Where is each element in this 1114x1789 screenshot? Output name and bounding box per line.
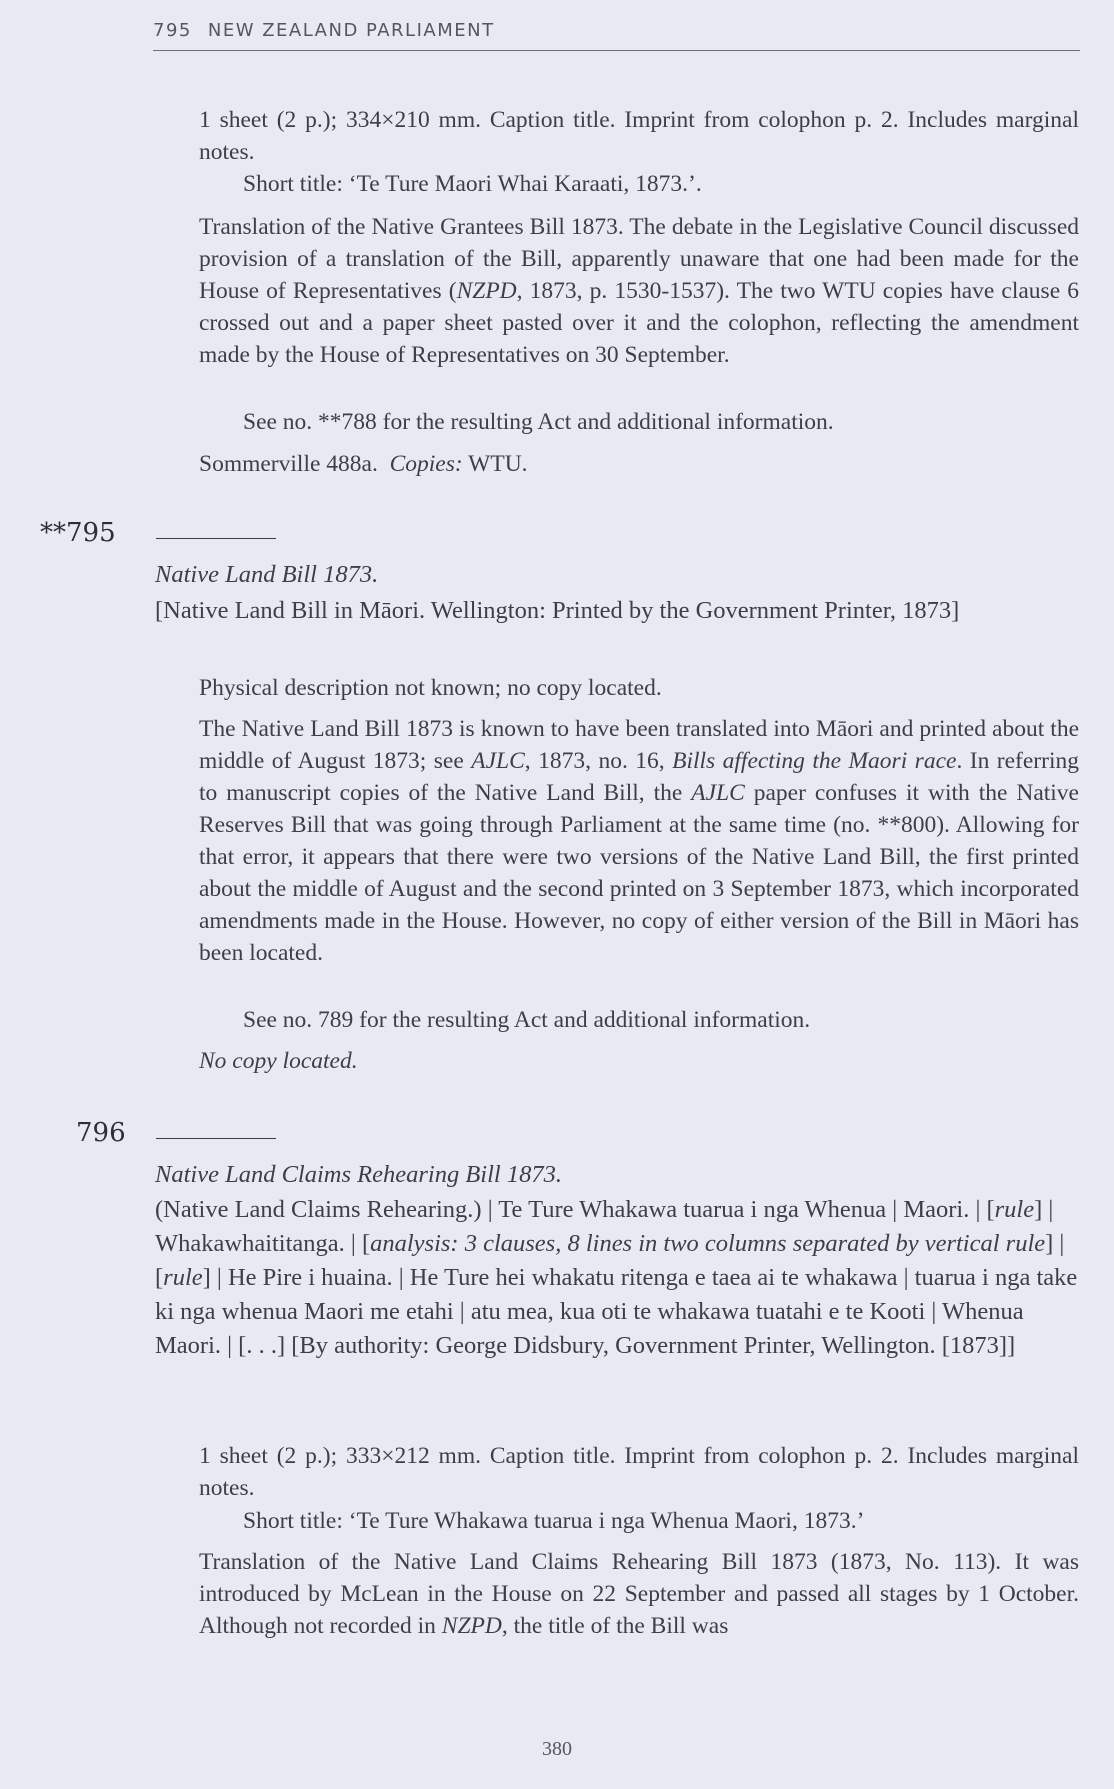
- entry-transcription: [155, 1193, 1079, 1363]
- transcription-text: ] | [: [155, 1230, 1065, 1291]
- author-dash: [156, 1138, 276, 1139]
- entry-location: [199, 1045, 1079, 1077]
- entry-number: **795: [40, 518, 116, 548]
- entry-title-text: Native Land Claims Rehearing Bill 1873.: [155, 1161, 562, 1188]
- header-rule: [153, 50, 1080, 51]
- entry-title: [155, 558, 1079, 592]
- author-dash: [156, 538, 276, 539]
- running-head: [153, 20, 1079, 41]
- entry-imprint: [Native Land Bill in Māori. Wellington: Printed by the Government Printer, 1873]: [155, 597, 960, 624]
- running-head-title: NEW ZEALAND PARLIAMENT: [207, 20, 495, 41]
- prev-entry-copies-value: WTU.: [468, 451, 528, 477]
- prev-entry-copies-label: Copies:: [389, 451, 463, 477]
- prev-entry-note-text: Translation of the Native Grantees Bill 1873. The debate in the Legislative Council discussed provision of a translation of the Bill, apparently unaware that one had been made for the House of Representatives (: [199, 214, 1079, 304]
- entry-see: See no. 789 for the resulting Act and additional information.: [243, 1007, 811, 1033]
- entry-short-title: Short title: ‘Te Ture Whakawa tuarua i nga Whenua Maori, 1873.’: [243, 1508, 865, 1534]
- entry-physical: Physical description not known; no copy located.: [199, 675, 662, 701]
- prev-entry-copies: [199, 448, 1079, 480]
- page-number: 380: [542, 1738, 572, 1760]
- entry-note-text: . In referring to manuscript copies of the Native Land Bill, the: [199, 748, 1079, 806]
- transcription-annotation: analysis: 3 clauses, 8 lines in two columns separated by vertical rule: [370, 1230, 1046, 1257]
- entry-number: 796: [76, 1118, 126, 1148]
- prev-entry-short-title: Short title: ‘Te Ture Maori Whai Karaati, 1873.’.: [243, 171, 702, 197]
- transcription-text: ] | Whakawhaititanga. | [: [155, 1196, 1054, 1257]
- entry-note-text: The Native Land Bill 1873 is known to have been translated into Māori and printed about the middle of August 1873; see: [199, 716, 1079, 774]
- prev-entry-note: [199, 211, 1079, 371]
- prev-entry-note-citation: NZPD: [456, 278, 517, 304]
- transcription-annotation: rule: [163, 1264, 203, 1291]
- entry-location-text: No copy located.: [199, 1048, 358, 1074]
- transcription-text: ] | He Pire i huaina. | He Ture hei whakatu ritenga e taea ai te whakawa | tuarua i nga take ki nga whenua Maori me etahi | atu mea, kua oti te whakawa tuatahi e te Kooti | Whenua Maori. | [. . .] [By authority: George Didsbury, Government Printer, Wellington. [1873]]: [155, 1264, 1078, 1359]
- entry-title-text: Native Land Bill 1873.: [155, 561, 379, 588]
- entry-note-text: paper confuses it with the Native Reserves Bill that was going through Parliament at the same time (no. **800). Allowing for that error, it appears that there were two versions of the Native Land Bill, the first printed about the middle of August and the second printed on 3 September 1873, which incorporated amendments made in the House. However, no copy of either version of the Bill in Māori has been located.: [199, 780, 1079, 966]
- entry-physical: 1 sheet (2 p.); 333×212 mm. Caption title. Imprint from colophon p. 2. Includes marginal notes.: [199, 1443, 1079, 1501]
- prev-entry-see: See no. **788 for the resulting Act and additional information.: [243, 409, 834, 435]
- entry-note-text: Translation of the Native Land Claims Rehearing Bill 1873 (1873, No. 113). It was introduced by McLean in the House on 22 September and passed all stages by 1 October. Although not recorded in: [199, 1549, 1079, 1639]
- transcription-text: (Native Land Claims Rehearing.) | Te Ture Whakawa tuarua i nga Whenua | Maori. | [: [155, 1196, 995, 1223]
- entry-note-citation: NZPD: [441, 1613, 502, 1639]
- transcription-annotation: rule: [994, 1196, 1035, 1223]
- entry-note-text: , 1873, no. 16,: [524, 748, 673, 774]
- prev-entry-copies-ref: Sommerville 488a.: [199, 451, 378, 477]
- entry-note: [199, 1546, 1079, 1642]
- prev-entry-note-text-end: , 1873, p. 1530-1537). The two WTU copies have clause 6 crossed out and a paper sheet pasted over it and the colophon, reflecting the amendment made by the House of Representatives on 30 September.: [199, 278, 1079, 368]
- entry-note-text: , the title of the Bill was: [501, 1613, 729, 1639]
- entry-note-citation: Bills affecting the Maori race: [672, 748, 957, 774]
- entry-note-citation: AJLC: [471, 748, 525, 774]
- entry-note: [199, 713, 1079, 969]
- entry-title: [155, 1158, 1079, 1192]
- running-head-page-ref: 795: [153, 20, 192, 41]
- prev-entry-physical: 1 sheet (2 p.); 334×210 mm. Caption title. Imprint from colophon p. 2. Includes marginal notes.: [199, 107, 1079, 165]
- entry-note-citation: AJLC: [691, 780, 745, 806]
